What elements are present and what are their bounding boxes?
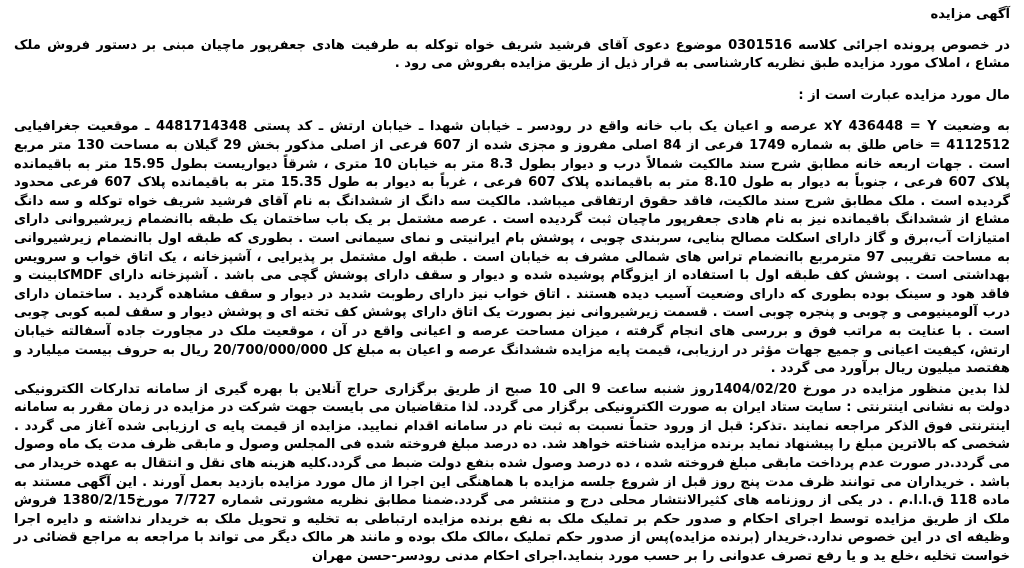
auction-conditions: لذا بدین منظور مزایده در مورخ 1404/02/20روز شنبه ساعت 9 الی 10 صبح از طریق برگزاری حراج آنلاین با بهره گیری از سامانه تدارکات الکترونیکی دولت به نشانی اینترنتی : سایت ستاد ایران به صورت الکترونیکی برگزار می گردد. لذا متقاضیان می بایست جهت شرکت در مزایده در زمان مقرر به سامانه اینترنتی فوق الذکر مراجعه نمایند .تذکر: قبل از ورود حتماً نسبت به ثبت نام در سامانه اقدام نمایید. مزایده از قیمت پایه ی ارزیابی شده آغاز می گردد . شخصی که بالاترین مبلغ را پیشنهاد نماید برنده مزایده شناخته خواهد شد. ده درصد مبلغ فروخته شده فی المجلس وصول و مابقی ظرف مدت یک ماه وصول می گردد.در صورت عدم پرداخت مابقی مبلغ فروخته شده ، ده درصد وصول شده بنفع دولت ضبط می گردد.کلیه هزینه های نقل و انتقال به عهده خریدار می باشد . خریداران می توانند ظرف مدت پنج روز قبل از شروع جلسه مزایده با هماهنگی این اجرا از مال مورد مزایده بازدید بعمل آورند . این آگهی مستند به ماده 118 ق.ا.ا.م . در یکی از روزنامه های کثیرالانتشار محلی درج و منتشر می گردد.ضمنا مطابق نظریه مشورتی شماره 7/727 مورخ1380/2/15 فروش ملک از طریق مزایده توسط اجرای احکام و صدور حکم بر تملیک ملک به نفع برنده مزایده ارتباطی به تخلیه و تحویل ملک به خریدار نداشته و دایره اجرا وظیفه ای در این خصوص ندارد.خریدار (برنده مزایده)پس از صدور حکم تملیک ،مالک ملک بوده و مانند هر مالک دیگر می تواند با مراجعه به مراجع قضائی در خواست تخلیه ،خلع ید و یا رفع تصرف عدوانی را بر حسب مورد بنماید.اجرای احکام مدنی رودسر-حسن مهران: [14, 381, 1011, 565]
property-description: به وضعیت xY 436448 = Y عرصه و اعیان یک باب خانه واقع در رودسر ـ خیابان شهدا ـ خیابان ارتش ـ کد پستی 4481714348 ـ موقعیت جغرافیایی 4112512 = خاص طلق به شماره 1749 فرعی از 84 اصلی مفروز و مجزی شده از 607 فرعی از اصلی مذکور بخش 29 گیلان به مساحت 130 متر مربع است . جهات اربعه خانه مطابق شرح سند مالکیت شمالاً درب و دیوار بطول 8.3 متر به خیابان 10 متری ، شرقاً دیواریست بطول 15.95 متر به باقیمانده پلاک 607 فرعی ، جنوباً به دیوار به طول 8.10 متر به باقیمانده پلاک 607 فرعی ، غرباً به دیوار به طول 15.35 متر به باقیمانده پلاک 607 فرعی محدود گردیده است . ملک مطابق شرح سند مالکیت، فاقد حقوق ارتفاقی میباشد. مالکیت سه دانگ از ششدانگ به نام آقای فرشید شریف خواه توکله و سه دانگ مشاع از ششدانگ باقیمانده نیز به نام هادی جعفرپور ماچیان ثبت گردیده است . عرصه مشتمل بر یک باب ساختمان یک طبقه باانضمام زیرشیروانی دارای امتیازات آب،برق و گاز دارای اسکلت مصالح بنایی، سربندی چوبی ، پوشش بام ایرانیتی و نمای سیمانی است . بطوری که طبقه اول باانضمام زیرشیروانی به مساحت تقریبی 97 مترمربع باانضمام تراس های شمالی مشرف به خیابان است . طبقه اول مشتمل بر پذیرایی ، آشپزخانه ، یک اتاق خواب و سرویس بهداشتی است . پوشش کف طبقه اول با استفاده از ایزوگام پوشیده شده و دیوار و سقف دارای پوشش گچی می باشد . آشپزخانه دارای MDFکابینت و فاقد هود و سینک بوده بطوری که دارای وضعیت آسیب دیده هستند . اتاق خواب نیز دارای رطوبت شدید در دیوار و سقف مشاهده گردید . ساختمان دارای درب آلومینیومی و چوبی و پنجره چوبی است . قسمت زیرشیروانی نیز بصورت یک اتاق دارای پوشش کف تخته ای و پوشش دیوار و سقف لمبه کوبی چوبی است . با عنایت به مراتب فوق و بررسی های انجام گرفته ، میزان مساحت عرصه و اعیانی واقع در آن ، موقعیت ملک در مجاورت جاده آسفالته خیابان ارتش، کیفیت اعیانی و جمیع جهات مؤثر در ارزیابی، قیمت پایه مزایده ششدانگ عرصه و اعیان به مبلغ کل 20/700/000/000 ریال به حروف بیست میلیارد و هفتصد میلیون ریال برآورد می گردد .: [14, 119, 1010, 377]
notice-title: آگهی مزایده: [930, 7, 1010, 22]
property-subtitle: مال مورد مزایده عبارت است از :: [798, 87, 1010, 103]
notice-intro: در خصوص پرونده اجرائی کلاسه 0301516 موضوع دعوی آقای فرشید شریف خواه توکله به طرفیت هادی جعفرپور ماچیان مبنی بر دستور فروش ملک مشاع ، املاک مورد مزایده طبق نظریه کارشناسی به قرار ذیل از طریق مزایده بفروش می رود .: [14, 37, 1011, 72]
